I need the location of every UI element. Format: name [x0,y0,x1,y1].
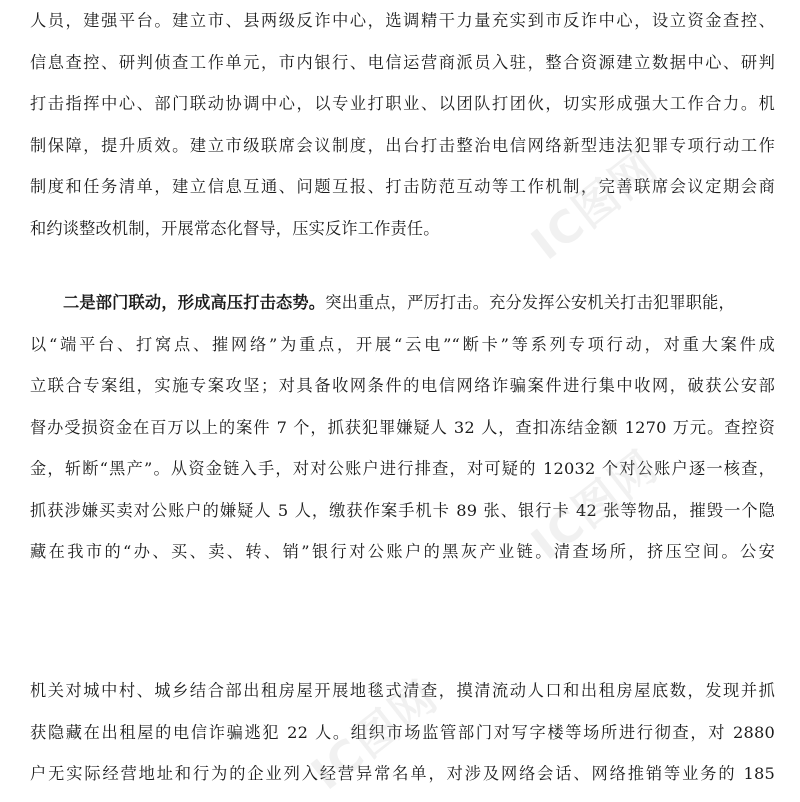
text-line: 督办受损资金在百万以上的案件 7 个，抓获犯罪嫌疑人 32 人，查扣冻结金额 1270 万元。查控资 [30,417,775,437]
text-line: 立联合专案组，实施专案攻坚；对具备收网条件的电信网络诈骗案件进行集中收网，破获公安部 [30,376,775,395]
text-line: 机关对城中村、城乡结合部出租房屋开展地毯式清查，摸清流动人口和出租房屋底数，发现并抓 [30,681,775,700]
text-line-with-heading [30,282,775,324]
text-line: 人员，建强平台。建立市、县两级反诈中心，选调精干力量充实到市反诈中心，设立资金查控、 [30,11,775,30]
paragraph-1 [30,0,775,249]
watermark: IC图网 [302,670,448,801]
watermark: IC图网 [522,140,668,271]
text-line: 户无实际经营地址和行为的企业列入经营异常名单，对涉及网络会话、网络推销等业务的 185 [30,764,775,783]
watermark: IC图网 [522,440,668,571]
paragraph-heading: 二是部门联动，形成高压打击态势。 [63,293,326,312]
text-line: 以“端平台、打窝点、摧网络”为重点，开展“云电”“断卡”等系列专项行动，对重大案件成 [30,334,775,354]
text-line: 和约谈整改机制，开展常态化督导，压实反诈工作责任。 [30,218,440,238]
text-line: 打击指挥中心、部门联动协调中心，以专业打职业、以团队打团伙，切实形成强大工作合力。机 [30,94,775,113]
text-line: 藏在我市的“办、买、卖、转、销”银行对公账户的黑灰产业链。清查场所，挤压空间。公安 [30,542,775,561]
text-line: 金，斩断“黑产”。从资金链入手，对对公账户进行排查，对可疑的 12032 个对公账户逐一核查， [30,459,775,478]
text-line: 获隐藏在出租屋的电信诈骗逃犯 22 人。组织市场监管部门对写字楼等场所进行彻查，对 2880 [30,722,775,742]
text-line: 制度和任务清单，建立信息互通、问题互报、打击防范互动等工作机制，完善联席会议定期会商 [30,177,775,196]
paragraph-3 [30,670,775,795]
text-line: 制保障，提升质效。建立市级联席会议制度，出台打击整治电信网络新型违法犯罪专项行动工作 [30,135,775,155]
paragraph-2 [30,282,775,573]
text-line: 信息查控、研判侦查工作单元，市内银行、电信运营商派员入驻，整合资源建立数据中心、研判 [30,52,775,72]
text-line: 抓获涉嫌买卖对公账户的嫌疑人 5 人，缴获作案手机卡 89 张、银行卡 42 张等物品，摧毁一个隐 [30,500,775,520]
paragraph-text: 突出重点，严厉打击。充分发挥公安机关打击犯罪职能， [325,293,735,312]
